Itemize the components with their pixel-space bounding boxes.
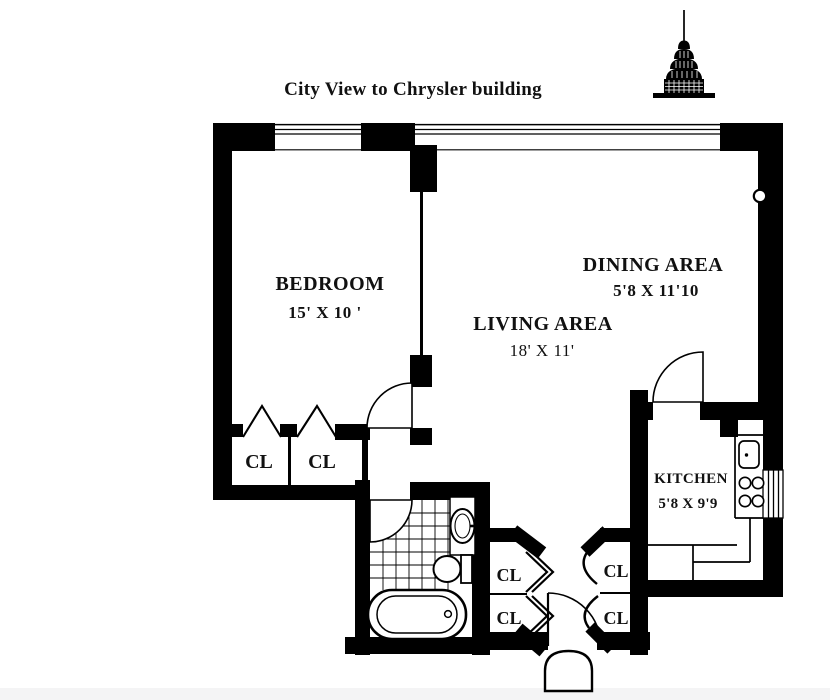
closet-label-hall-left-top: CL — [496, 565, 522, 585]
wall-partition-top — [410, 145, 437, 192]
closet-label-hall-right-bottom: CL — [603, 608, 629, 628]
living-area-dims: 18' X 11' — [509, 341, 575, 360]
wall-right-upper — [758, 123, 783, 420]
kitchen-side-window — [763, 470, 783, 518]
bottom-strip — [0, 688, 830, 700]
city-view-title: City View to Chrysler building — [284, 79, 542, 100]
wall-partition-mid — [410, 355, 432, 387]
wall-window-pier — [361, 123, 415, 151]
dining-area-label: DINING AREA — [582, 254, 724, 276]
wall-partition-stub — [410, 428, 432, 445]
living-area-label: LIVING AREA — [473, 313, 613, 335]
dining-area-dims: 5'8 X 11'10 — [613, 281, 699, 300]
bathroom-left-wall — [355, 480, 370, 655]
closet-jamb-left — [232, 424, 243, 437]
bedroom-window — [275, 123, 361, 151]
wall-fixture-circle — [754, 190, 766, 202]
closet-label-bedroom-right: CL — [308, 451, 336, 473]
closet-label-hall-left-bottom: CL — [496, 608, 522, 628]
kitchen-left-wall — [630, 390, 648, 655]
toilet — [434, 555, 473, 583]
bedroom-dims: 15' X 10 ' — [288, 303, 362, 322]
kitchen-label: KITCHEN — [654, 471, 728, 487]
kitchen-sink — [739, 441, 759, 468]
closet-label-hall-right-top: CL — [603, 561, 629, 581]
bedroom-label: BEDROOM — [275, 273, 385, 295]
living-dining-window — [415, 123, 720, 151]
kitchen-dims: 5'8 X 9'9 — [658, 496, 718, 512]
closet-jamb-mid — [280, 424, 297, 437]
tub-drain — [445, 611, 452, 618]
bathroom-sink — [450, 497, 477, 555]
icon-base — [653, 93, 715, 98]
kitchen-top-wall — [700, 402, 758, 420]
closet-label-bedroom-left: CL — [245, 451, 273, 473]
wall-left — [213, 123, 232, 500]
kitchen-bottom-wall — [630, 580, 783, 597]
bathtub — [368, 590, 466, 639]
kitchen-door-jamb — [648, 402, 653, 420]
wall-bedroom-bottom — [213, 485, 370, 500]
windows — [275, 123, 720, 151]
entry-door-exterior-arch — [545, 651, 592, 691]
closet-east-wall — [362, 437, 368, 485]
